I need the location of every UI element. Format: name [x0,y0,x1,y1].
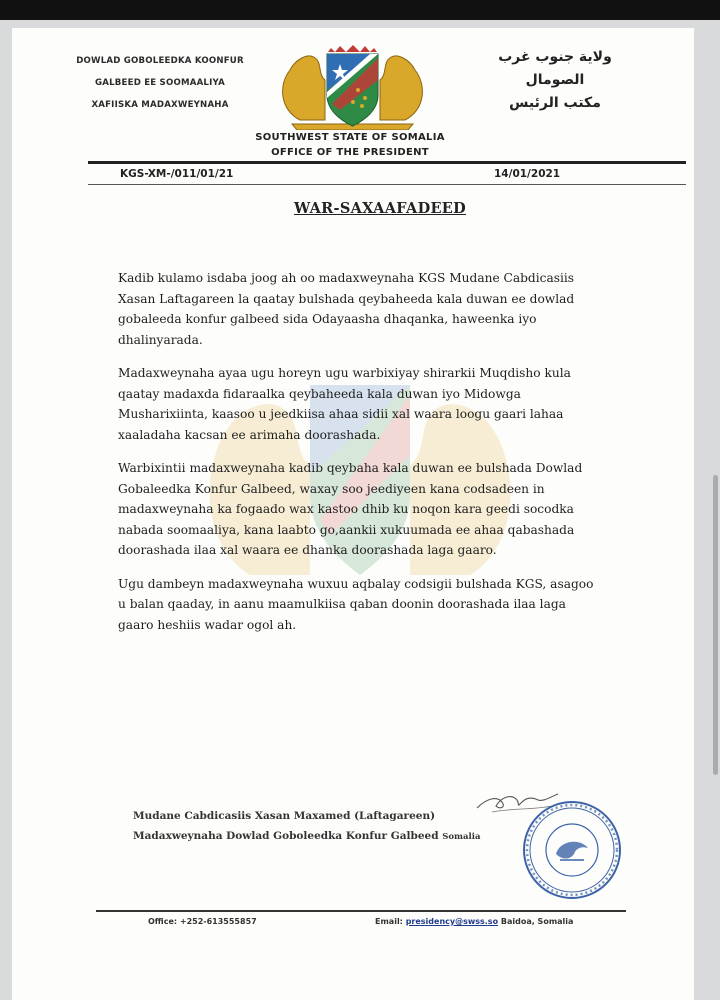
paragraph-2: Madaxweynaha ayaa ugu horeyn ugu warbixiyay shirarkii Muqdisho kula qaatay madaxda fidaraalka qeybaheeda kala duwan iyo Midowga Musharixiinta, kaasoo u jeedkiisa ahaa sidii xal waara loogu gaari lahaa xaaladaha kacsan ee arimaha doorashada. [118,366,571,442]
somali-letterhead [55,50,265,116]
footer-contact [375,917,573,926]
coat-of-arms-emblem [270,40,435,130]
footer-location: Baidoa, Somalia [500,917,574,926]
signatory-name: Mudane Cabdicasiis Xasan Maxamed (Laftagareen) [133,810,436,822]
letterhead-line-2: GALBEED EE SOOMAALIYA [95,78,225,88]
footer-email-link[interactable]: presidency@swss.so [405,917,499,926]
reference-divider [88,184,686,185]
footer-phone: Office: +252-613555857 [148,917,257,926]
reference-number: KGS-XM-/011/01/21 [120,168,234,180]
document-date: 14/01/2021 [494,168,561,180]
scrollbar[interactable] [713,475,718,775]
arabic-letterhead [470,46,640,115]
arabic-line-1: ولاية جنوب غرب [498,49,612,65]
official-stamp [520,798,624,902]
document-body [118,268,598,648]
footer-divider [96,910,626,912]
arabic-line-3: مكتب الرئيس [509,95,601,111]
header-divider [88,161,686,164]
document-title: WAR-SAXAAFADEED [293,200,467,217]
arabic-line-2: الصومال [525,72,585,88]
signatory-block [133,806,480,847]
signatory-country: Somalia [442,832,481,842]
footer-email-label: Email: [375,917,403,926]
paragraph-3: Warbixintii madaxweynaha kadib qeybaha kala duwan ee bulshada Dowlad Gobaleedka Konfur Galbeed, waxay soo jeediyeen kana codsadeen in madaxweynaha ka fogaado wax kastoo dhib ku noqon kara geedi socodka nabada soomaaliya, kana laabto go,aankii xukuumada ee ahaa qabashada doorashada ilaa xal waara ee dhanka doorashada laga gaaro. [118,461,583,557]
letterhead-line-1: DOWLAD GOBOLEEDKA KOONFUR [76,56,244,66]
state-name: SOUTHWEST STATE OF SOMALIA [255,132,445,143]
signatory-title-line [133,826,480,847]
paragraph-1: Kadib kulamo isdaba joog ah oo madaxweynaha KGS Mudane Cabdicasiis Xasan Laftagareen la qaatay bulshada qeybaheeda kala duwan ee dowlad gobaleeda konfur galbeed sida Odayaasha dhaqanka, haweenka iyo dhalinyarada. [118,271,575,347]
letterhead-line-3: XAFIISKA MADAXWEYNAHA [91,100,229,110]
signatory-title: Madaxweynaha Dowlad Goboleedka Konfur Galbeed [133,830,439,842]
paragraph-4: Ugu dambeyn madaxweynaha wuxuu aqbalay codsigii bulshada KGS, asagoo u balan qaaday, in aanu maamulkiisa qaban doonin doorashada ilaa laga gaaro heshiis wadar ogol ah. [118,576,594,632]
top-status-bar [0,0,720,20]
office-name: OFFICE OF THE PRESIDENT [271,147,429,158]
english-letterhead [180,130,520,160]
